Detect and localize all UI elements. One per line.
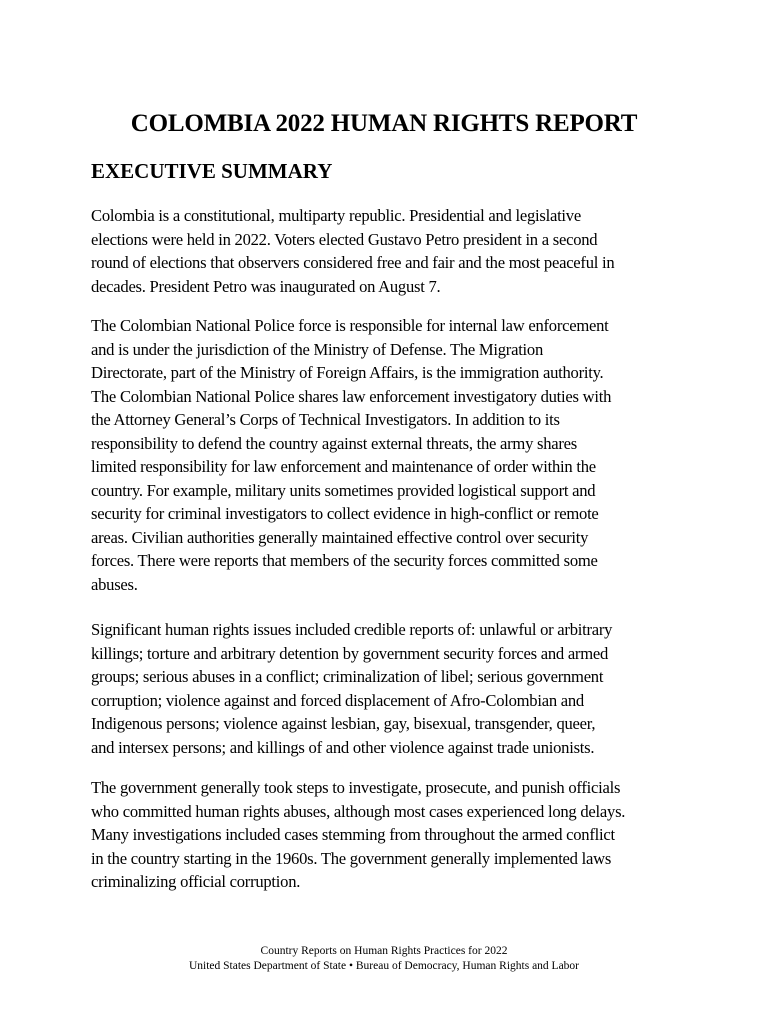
paragraph-line: criminalizing official corruption. xyxy=(91,872,301,891)
paragraph-line: security for criminal investigators to collect evidence in high-conflict or remote xyxy=(91,504,599,523)
paragraph-line: abuses. xyxy=(91,574,138,594)
paragraph-line: killings; torture and arbitrary detention by government security forces and armed xyxy=(91,643,609,663)
report-title: COLOMBIA 2022 HUMAN RIGHTS REPORT xyxy=(130,110,638,137)
paragraph-line: The Colombian National Police shares law enforcement investigatory duties with xyxy=(91,386,612,406)
paragraph-line: Many investigations included cases stemming from throughout the armed conflict xyxy=(91,825,615,844)
paragraph-line: The Colombian National Police force is responsible for internal law enforcement xyxy=(91,316,609,335)
paragraph-line: areas. Civilian authorities generally maintained effective control over security xyxy=(91,527,589,547)
paragraph-line: round of elections that observers considered free and fair and the most peaceful in xyxy=(91,253,615,272)
paragraph-line: who committed human rights abuses, although most cases experienced long delays. xyxy=(91,801,626,821)
paragraph-line: the Attorney General’s Corps of Technical Investigators. In addition to its xyxy=(91,410,560,429)
paragraph-4 xyxy=(91,776,691,894)
paragraph-3 xyxy=(91,618,691,759)
paragraph-1 xyxy=(91,204,691,298)
paragraph-line: Significant human rights issues included credible reports of: unlawful or arbitrary xyxy=(91,620,613,639)
footer-report-name: Country Reports on Human Rights Practices for 2022 xyxy=(260,945,508,957)
footer-department: United States Department of State • Bureau of Democracy, Human Rights and Labor xyxy=(188,960,580,972)
paragraph-line: The government generally took steps to investigate, prosecute, and punish officials xyxy=(91,778,621,797)
paragraph-line: forces. There were reports that members of the security forces committed some xyxy=(91,551,598,570)
paragraph-line: country. For example, military units sometimes provided logistical support and xyxy=(91,480,596,500)
section-heading: EXECUTIVE SUMMARY xyxy=(91,159,333,183)
paragraph-line: corruption; violence against and forced displacement of Afro-Colombian and xyxy=(91,690,584,710)
paragraph-line: Colombia is a constitutional, multiparty republic. Presidential and legislative xyxy=(91,206,581,225)
paragraph-line: and is under the jurisdiction of the Ministry of Defense. The Migration xyxy=(91,339,544,359)
paragraph-line: elections were held in 2022. Voters elected Gustavo Petro president in a second xyxy=(91,229,598,249)
page-footer xyxy=(0,944,768,974)
paragraph-line: groups; serious abuses in a conflict; criminalization of libel; serious government xyxy=(91,667,604,686)
paragraph-2 xyxy=(91,314,691,596)
paragraph-line: Indigenous persons; violence against lesbian, gay, bisexual, transgender, queer, xyxy=(91,714,596,733)
paragraph-line: and intersex persons; and killings of and other violence against trade unionists. xyxy=(91,737,595,757)
paragraph-line: in the country starting in the 1960s. The government generally implemented laws xyxy=(91,848,612,868)
paragraph-line: decades. President Petro was inaugurated on August 7. xyxy=(91,276,441,296)
paragraph-line: limited responsibility for law enforcement and maintenance of order within the xyxy=(91,457,596,476)
paragraph-line: Directorate, part of the Ministry of Foreign Affairs, is the immigration authority. xyxy=(91,363,604,382)
paragraph-line: responsibility to defend the country against external threats, the army shares xyxy=(91,433,577,453)
